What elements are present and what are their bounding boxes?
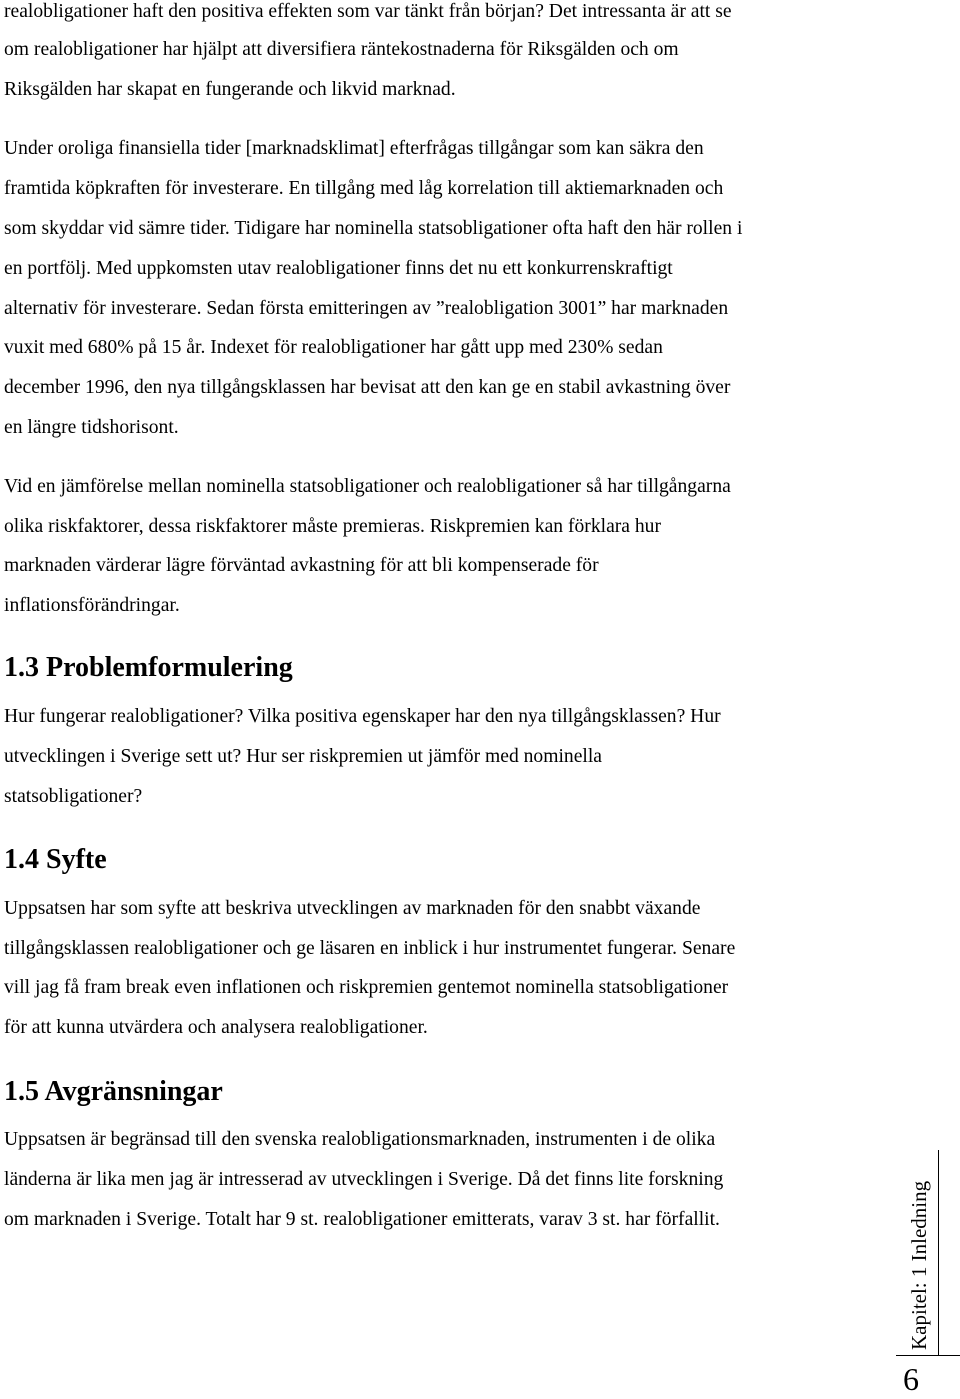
intro-line-3: Riksgälden har skapat en fungerande och likvid marknad. (4, 79, 456, 100)
s15-line-1: Uppsatsen är begränsad till den svenska realobligationsmarknaden, instrumenten i de olika (4, 1129, 716, 1150)
s14-line-4: för att kunna utvärdera och analysera realobligationer. (4, 1017, 428, 1038)
p2-line-3: som skyddar vid sämre tider. Tidigare har nominella statsobligationer ofta haft den här rollen i (4, 218, 743, 239)
s13-line-2: utvecklingen i Sverige sett ut? Hur ser riskpremien ut jämför med nominella (4, 746, 602, 767)
intro-line-2: om realobligationer har hjälpt att diversifiera räntekostnaderna för Riksgälden och om (4, 39, 679, 60)
p2-line-7: december 1996, den nya tillgångsklassen har bevisat att den kan ge en stabil avkastning över (4, 377, 731, 398)
page-number-divider (896, 1355, 960, 1356)
chapter-label: Kapitel: 1 Inledning (907, 1180, 931, 1350)
s14-line-1: Uppsatsen har som syfte att beskriva utvecklingen av marknaden för den snabbt växande (4, 898, 701, 919)
p2-line-8: en längre tidshorisont. (4, 417, 179, 438)
p2-line-5: alternativ för investerare. Sedan första emitteringen av ”realobligation 3001” har marknaden (4, 298, 729, 319)
p2-line-1: Under oroliga finansiella tider [marknadsklimat] efterfrågas tillgångar som kan säkra den (4, 138, 704, 159)
s15-line-2: länderna är lika men jag är intresserad av utvecklingen i Sverige. Då det finns lite forskning (4, 1169, 724, 1190)
p2-line-6: vuxit med 680% på 15 år. Indexet för realobligationer har gått upp med 230% sedan (4, 337, 663, 358)
p3-line-2: olika riskfaktorer, dessa riskfaktorer måste premieras. Riskpremien kan förklara hur (4, 516, 662, 537)
section-heading-problemformulering: 1.3 Problemformulering (4, 652, 293, 683)
page-number: 6 (903, 1361, 919, 1397)
p3-line-4: inflationsförändringar. (4, 595, 180, 616)
p3-line-1: Vid en jämförelse mellan nominella statsobligationer och realobligationer så har tillgångarna (4, 476, 731, 497)
section-heading-syfte: 1.4 Syfte (4, 844, 107, 875)
intro-line-1: realobligationer haft den positiva effekten som var tänkt från början? Det intressanta är att se (4, 1, 732, 22)
s14-line-2: tillgångsklassen realobligationer och ge läsaren en inblick i hur instrumentet fungerar. Senare (4, 938, 736, 959)
section-heading-avgransningar: 1.5 Avgränsningar (4, 1076, 223, 1107)
s14-line-3: vill jag få fram break even inflationen och riskpremien gentemot nominella statsobligationer (4, 977, 729, 998)
s15-line-3: om marknaden i Sverige. Totalt har 9 st. realobligationer emitterats, varav 3 st. har förfallit. (4, 1209, 720, 1230)
p3-line-3: marknaden värderar lägre förväntad avkastning för att bli kompenserade för (4, 555, 599, 576)
s13-line-1: Hur fungerar realobligationer? Vilka positiva egenskaper har den nya tillgångsklassen? Hur (4, 706, 721, 727)
p2-line-2: framtida köpkraften för investerare. En tillgång med låg korrelation till aktiemarknaden och (4, 178, 724, 199)
s13-line-3: statsobligationer? (4, 786, 143, 807)
p2-line-4: en portfölj. Med uppkomsten utav realobligationer finns det nu ett konkurrenskraftigt (4, 258, 673, 279)
chapter-divider-vertical (938, 1150, 939, 1355)
